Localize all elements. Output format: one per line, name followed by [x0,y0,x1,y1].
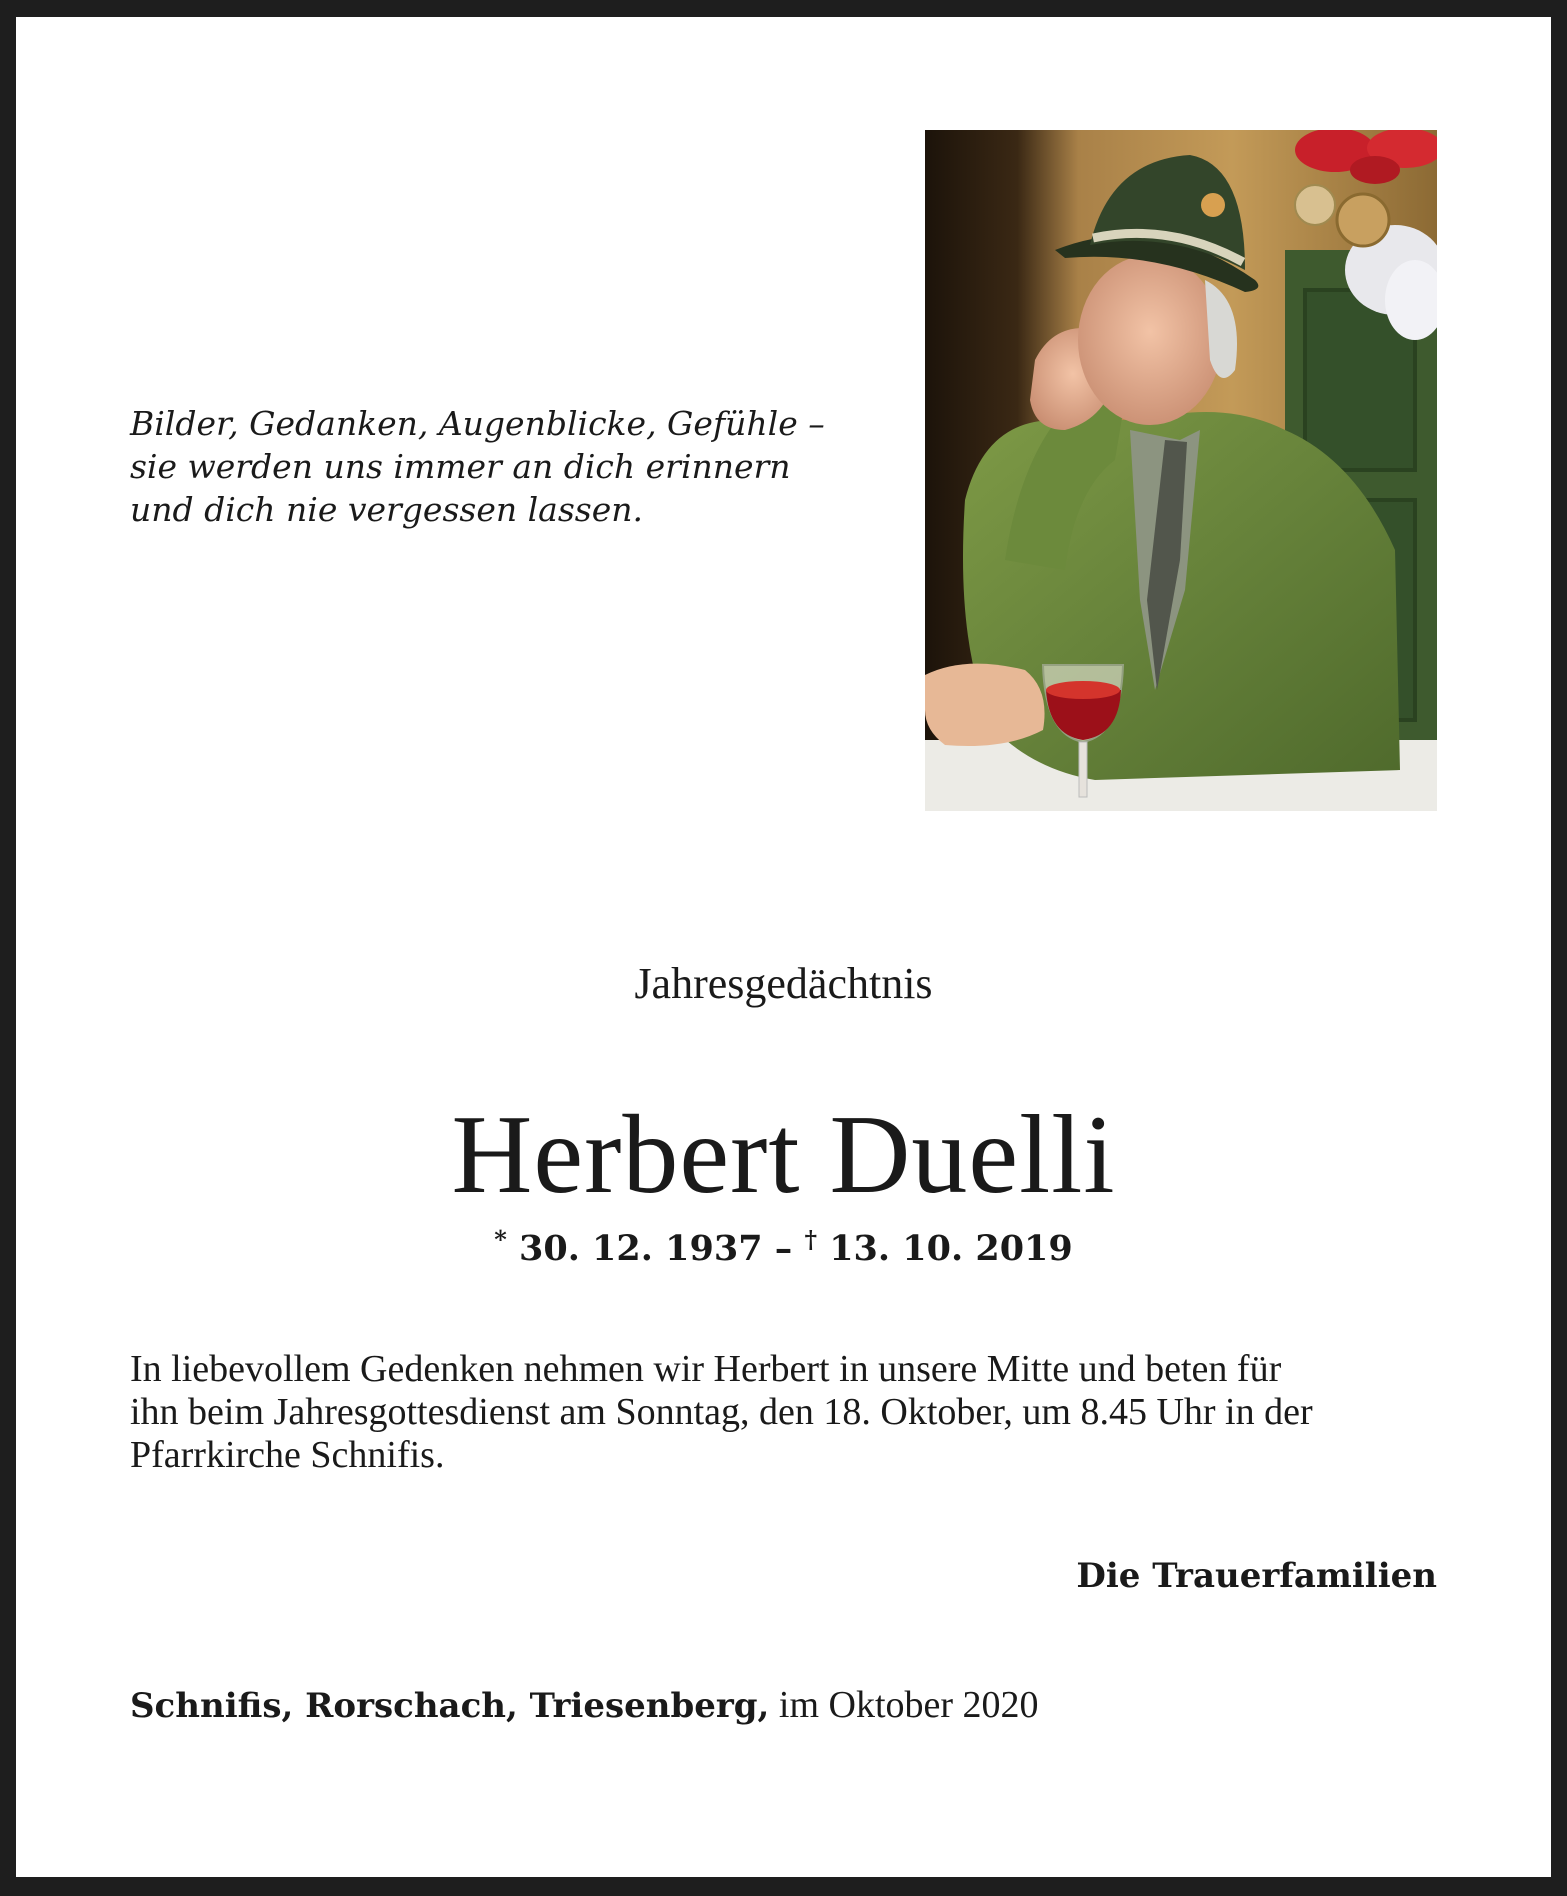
deceased-name: Herbert Duelli [451,1093,1116,1217]
quote-line: sie werden uns immer an dich erinnern [130,447,791,486]
quote-line: Bilder, Gedanken, Augenblicke, Gefühle – [130,404,825,443]
place-locations: Schnifis, Rorschach, Triesenberg, [130,1686,770,1726]
announcement-line: In liebevollem Gedenken nehmen wir Herbert in unsere Mitte und beten für [130,1348,1282,1390]
date-separator: – [762,1228,805,1269]
memorial-quote [130,402,850,531]
death-symbol: † [804,1225,817,1254]
face [1078,255,1222,425]
hand-on-table [925,664,1045,746]
death-date: 13. 10. 2019 [829,1228,1073,1269]
birth-symbol: * [494,1225,507,1254]
place-date: im Oktober 2020 [769,1684,1039,1726]
announcement-text [130,1348,1440,1477]
announcement-line: ihn beim Jahresgottesdienst am Sonntag, den 18. Oktober, um 8.45 Uhr in der [130,1391,1313,1433]
signature: Die Trauerfamilien [1076,1556,1437,1596]
memorial-heading: Jahresgedächtnis [634,959,933,1008]
place-and-date [130,1683,1039,1727]
portrait-photo [925,130,1437,811]
quote-line: und dich nie vergessen lassen. [130,490,643,529]
portrait-illustration [925,130,1437,811]
announcement-line: Pfarrkirche Schnifis. [130,1434,445,1476]
birth-date: 30. 12. 1937 [518,1228,763,1269]
life-dates [0,1225,1567,1269]
